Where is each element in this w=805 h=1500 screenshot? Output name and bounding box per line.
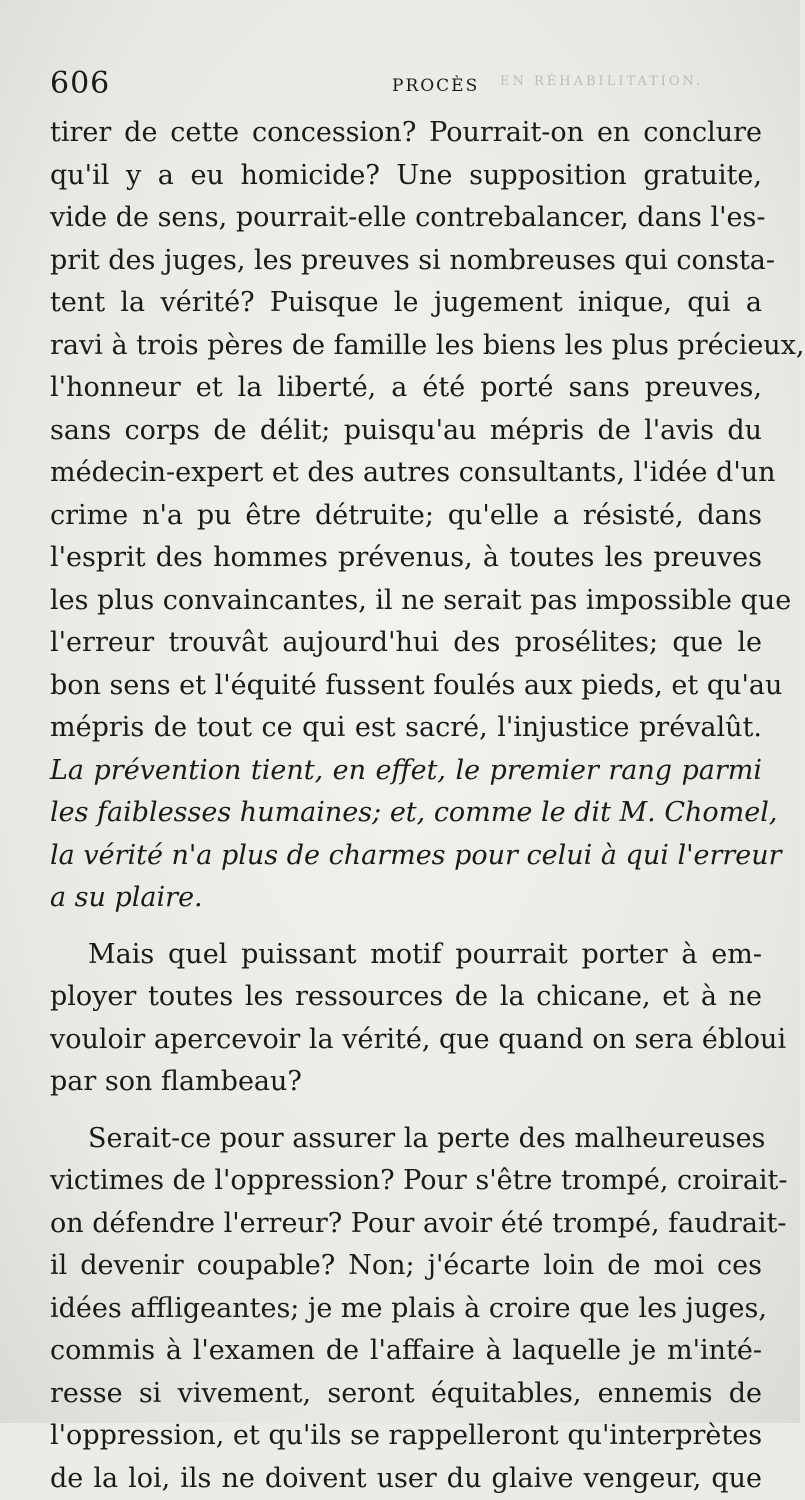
text-line: vide de sens, pourrait-elle contrebalancer, dans l'es- [50,197,762,240]
text-line: l'honneur et la liberté, a été porté sans preuves, [50,367,762,410]
text-line: de la loi, ils ne doivent user du glaive vengeur, que [50,1458,762,1500]
text-line: l'esprit des hommes prévenus, à toutes les preuves [50,537,762,580]
bleed-through-text: EN RÉHABILITATION. [500,74,703,89]
text-line: idées affligeantes; je me plais à croire que les juges, [50,1288,762,1331]
text-line: on défendre l'erreur? Pour avoir été trompé, faudrait- [50,1203,762,1246]
text-line: les plus convaincantes, il ne serait pas impossible que [50,580,762,623]
text-line: par son flambeau? [50,1061,762,1104]
page-header [50,58,760,102]
body-text [50,112,762,1500]
italic-quote-line: a su plaire. [50,877,762,920]
text-line: victimes de l'oppression? Pour s'être trompé, croirait- [50,1160,762,1203]
text-line: vouloir apercevoir la vérité, que quand on sera ébloui [50,1019,762,1062]
text-line: médecin-expert et des autres consultants, l'idée d'un [50,452,762,495]
text-line: mépris de tout ce qui est sacré, l'injustice prévalût. [50,707,762,750]
text-line: tent la vérité? Puisque le jugement inique, qui a [50,282,762,325]
text-line: crime n'a pu être détruite; qu'elle a résisté, dans [50,495,762,538]
text-line: prit des juges, les preuves si nombreuses qui consta- [50,240,762,283]
italic-quote-line: la vérité n'a plus de charmes pour celui à qui l'erreur [50,835,762,878]
text-line: qu'il y a eu homicide? Une supposition gratuite, [50,155,762,198]
italic-quote-line: les faiblesses humaines; et, comme le dit M. Chomel, [50,792,762,835]
text-line: ployer toutes les ressources de la chicane, et à ne [50,976,762,1019]
text-line: commis à l'examen de l'affaire à laquelle je m'inté- [50,1330,762,1373]
text-line: ravi à trois pères de famille les biens les plus précieux, [50,325,762,368]
text-line: l'oppression, et qu'ils se rappelleront qu'interprètes [50,1415,762,1458]
paragraph-start-line: Mais quel puissant motif pourrait porter à em- [50,934,762,977]
text-line: bon sens et l'équité fussent foulés aux pieds, et qu'au [50,665,762,708]
text-line: tirer de cette concession? Pourrait-on en conclure [50,112,762,155]
running-head: PROCÈS [392,76,479,96]
page-number: 606 [50,66,110,101]
text-line: l'erreur trouvât aujourd'hui des prosélites; que le [50,622,762,665]
italic-quote-line: La prévention tient, en effet, le premier rang parmi [50,750,762,793]
paragraph-start-line: Serait-ce pour assurer la perte des malheureuses [50,1118,762,1161]
text-line: il devenir coupable? Non; j'écarte loin de moi ces [50,1245,762,1288]
text-line: resse si vivement, seront équitables, ennemis de [50,1373,762,1416]
text-line: sans corps de délit; puisqu'au mépris de l'avis du [50,410,762,453]
